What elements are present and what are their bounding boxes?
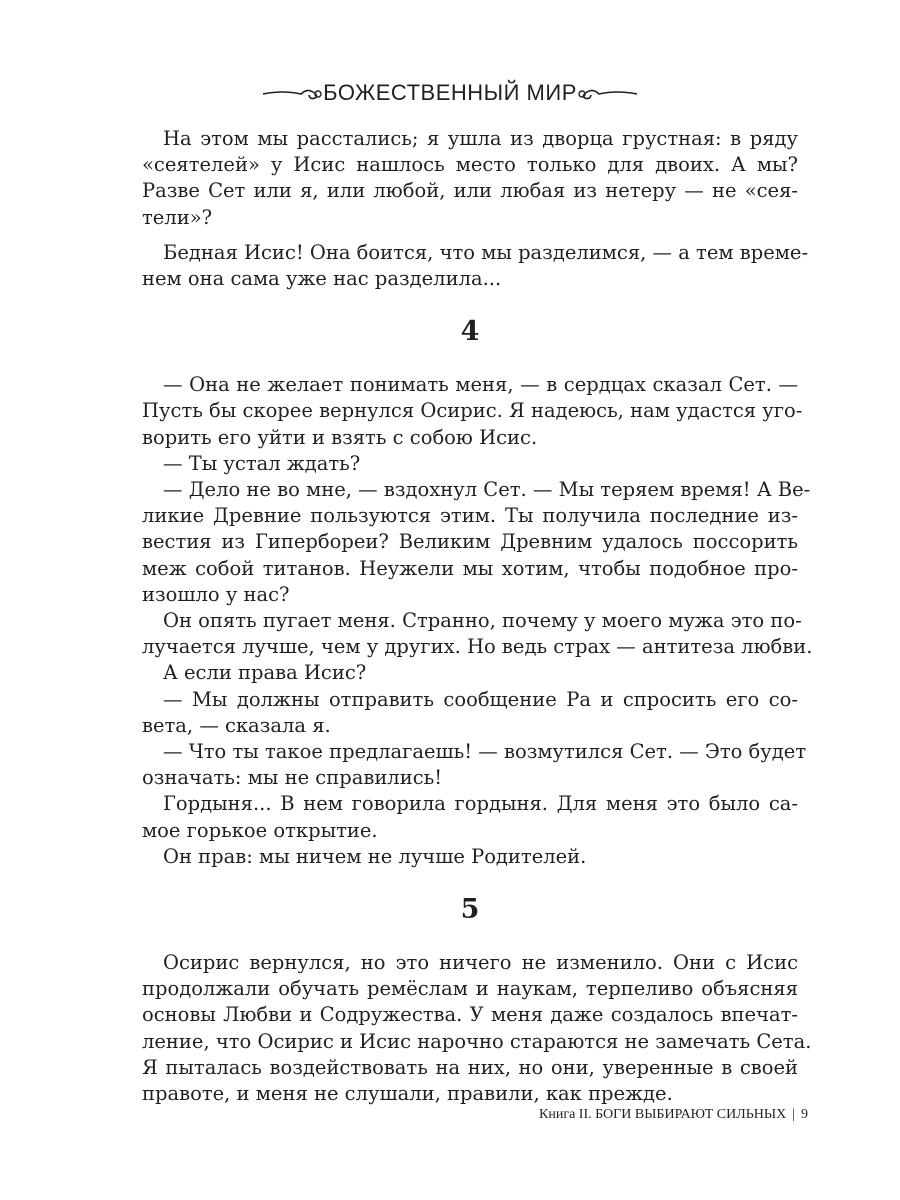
running-header bbox=[0, 80, 900, 106]
text-line: А если права Исис? bbox=[163, 661, 367, 685]
text-line: Я пыталась воздействовать на них, но они, уверенные в своей bbox=[142, 1055, 798, 1079]
text-line: — Она не желает понимать меня, — в сердцах сказал Сет. — bbox=[163, 373, 798, 397]
text-line: правоте, и меня не слушали, правили, как прежде. bbox=[142, 1082, 673, 1106]
chapter-number: 5 bbox=[460, 894, 480, 926]
text-line: тели»? bbox=[142, 205, 213, 229]
footer-running-title: Книга II. БОГИ ВЫБИРАЮТ СИЛЬНЫХ bbox=[539, 1107, 787, 1122]
body-text bbox=[142, 126, 813, 1107]
ornament-left-icon bbox=[263, 87, 323, 101]
paragraph bbox=[142, 477, 811, 608]
text-line: Гордыня... В нем говорила гордыня. Для меня это было са- bbox=[163, 792, 798, 816]
text-line: — Ты устал ждать? bbox=[163, 451, 361, 475]
text-line: нем она сама уже нас разделила... bbox=[142, 267, 502, 291]
text-line: — Что ты такое предлагаешь! — возмутился Сет. — Это будет bbox=[163, 740, 807, 764]
paragraph bbox=[142, 791, 798, 843]
text-line: лучается лучше, чем у других. Но ведь страх — антитеза любви. bbox=[142, 635, 813, 659]
text-line: означать: мы не справились! bbox=[142, 766, 443, 790]
paragraph bbox=[142, 608, 813, 660]
paragraph bbox=[142, 739, 807, 791]
text-line: — Дело не во мне, — вздохнул Сет. — Мы теряем время! А Ве- bbox=[163, 478, 811, 502]
text-line: Он прав: мы ничем не лучше Родителей. bbox=[163, 844, 587, 868]
chapter-number: 4 bbox=[460, 316, 480, 348]
text-line: продолжали обучать ремёслам и наукам, терпеливо объясняя bbox=[142, 977, 798, 1001]
text-line: — Мы должны отправить сообщение Ра и спросить его со- bbox=[163, 687, 798, 711]
text-line: вестия из Гипербореи? Великим Древним удалось поссорить bbox=[142, 530, 798, 554]
text-line: Пусть бы скорее вернулся Осирис. Я надеюсь, нам удастся уго- bbox=[142, 399, 803, 423]
text-line: «сеятелей» у Исис нашлось место только для двоих. А мы? bbox=[142, 153, 798, 177]
footer-separator: | bbox=[792, 1107, 795, 1122]
text-line: Разве Сет или я, или любой, или любая из нетеру — не «сея- bbox=[142, 179, 798, 203]
page-footer bbox=[539, 1107, 808, 1123]
paragraph bbox=[142, 372, 803, 451]
paragraph bbox=[142, 687, 798, 739]
text-line: основы Любви и Содружества. У меня даже создалось впечат- bbox=[142, 1003, 798, 1027]
paragraph bbox=[142, 240, 809, 292]
paragraph bbox=[142, 950, 812, 1107]
paragraph bbox=[142, 451, 798, 477]
paragraph bbox=[142, 660, 798, 686]
text-line: Он опять пугает меня. Странно, почему у моего мужа это по- bbox=[163, 609, 802, 633]
text-line: изошло у нас? bbox=[142, 582, 290, 606]
text-line: Осирис вернулся, но это ничего не изменило. Они с Исис bbox=[163, 951, 798, 975]
text-line: меж собой титанов. Неужели мы хотим, чтобы подобное про- bbox=[142, 556, 798, 580]
text-line: ликие Древние пользуются этим. Ты получила последние из- bbox=[142, 504, 798, 528]
paragraph bbox=[142, 844, 798, 870]
ornament-right-icon bbox=[577, 87, 637, 101]
text-line: мое горькое открытие. bbox=[142, 818, 378, 842]
text-line: На этом мы расстались; я ушла из дворца грустная: в ряду bbox=[163, 127, 798, 150]
header-title: БОЖЕСТВЕННЫЙ МИР bbox=[323, 80, 577, 105]
text-line: ление, что Осирис и Исис нарочно стараются не замечать Сета. bbox=[142, 1029, 812, 1053]
text-line: вета, — сказала я. bbox=[142, 713, 331, 737]
text-line: ворить его уйти и взять с собою Исис. bbox=[142, 425, 538, 449]
page-number: 9 bbox=[801, 1107, 808, 1122]
paragraph bbox=[142, 126, 798, 231]
text-line: Бедная Исис! Она боится, что мы разделимся, — а тем време- bbox=[163, 240, 809, 264]
